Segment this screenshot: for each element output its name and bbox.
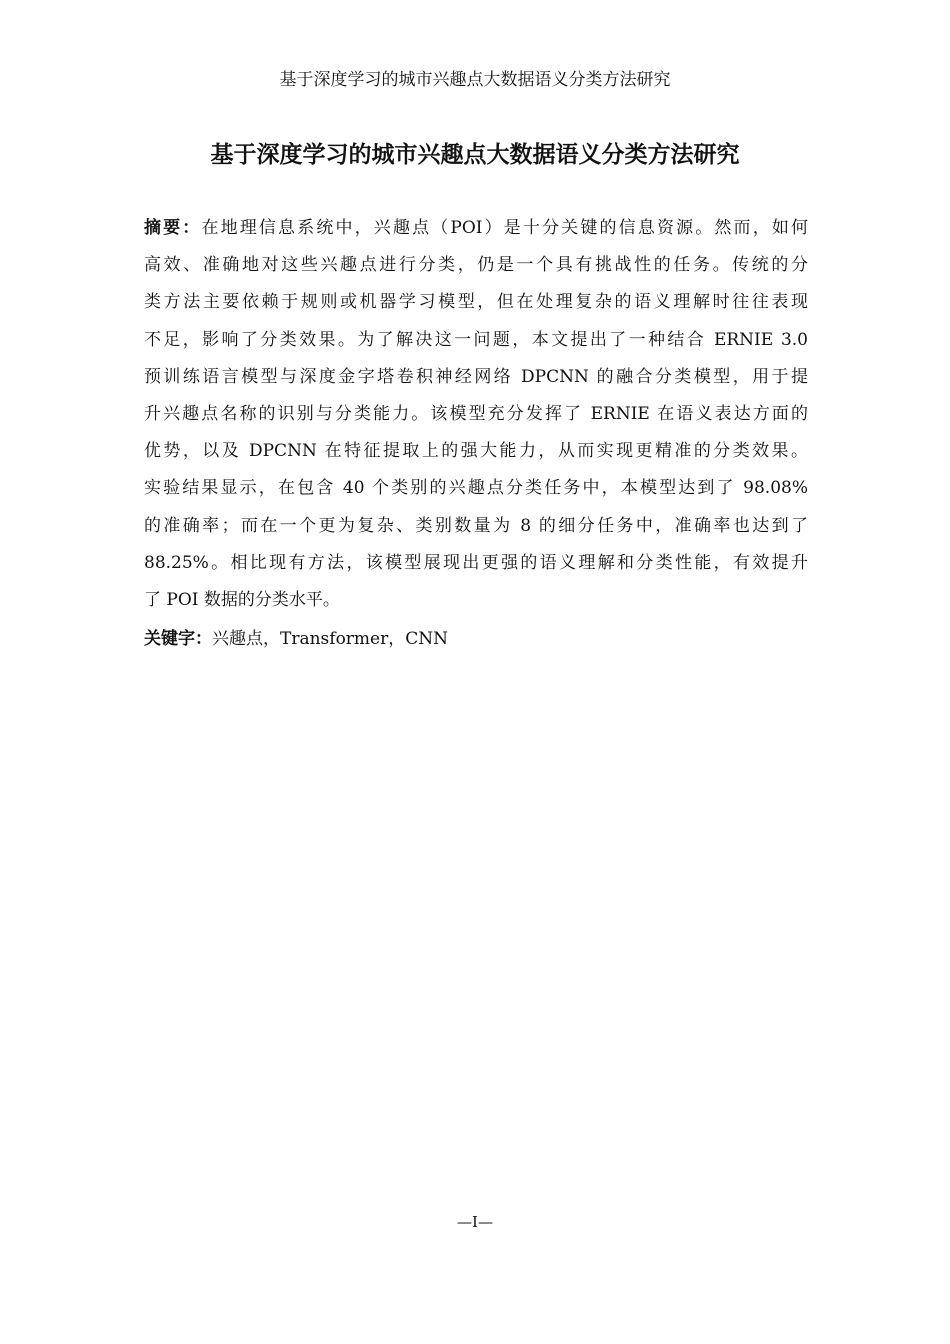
abstract	[144, 210, 808, 619]
abstract-line-5: 预训练语言模型与深度金字塔卷积神经网络 DPCNN 的融合分类模型，用于提	[144, 366, 808, 387]
abstract-line-6: 升兴趣点名称的识别与分类能力。该模型充分发挥了 ERNIE 在语义表达方面的	[144, 404, 808, 425]
running-header: 基于深度学习的城市兴趣点大数据语义分类方法研究	[279, 70, 671, 90]
abstract-line-1	[144, 210, 808, 247]
keywords-label: 关键字：	[144, 629, 212, 649]
abstract-label: 摘要：	[144, 218, 202, 238]
abstract-line-7: 优势，以及 DPCNN 在特征提取上的强大能力，从而实现更精准的分类效果。	[144, 441, 808, 462]
page-number: —I—	[457, 1213, 493, 1231]
abstract-line-2: 高效、准确地对这些兴趣点进行分类，仍是一个具有挑战性的任务。传统的分	[144, 255, 808, 276]
keywords-text: 兴趣点，Transformer，CNN	[212, 629, 448, 649]
abstract-line-11: 了 POI 数据的分类水平。	[144, 590, 340, 611]
abstract-line-9: 的准确率；而在一个更为复杂、类别数量为 8 的细分任务中，准确率也达到了	[144, 515, 808, 536]
abstract-line-8: 实验结果显示，在包含 40 个类别的兴趣点分类任务中，本模型达到了 98.08%	[144, 478, 808, 499]
abstract-line-4: 不足，影响了分类效果。为了解决这一问题，本文提出了一种结合 ERNIE 3.0	[144, 329, 808, 350]
abstract-line-10: 88.25%。相比现有方法，该模型展现出更强的语义理解和分类性能，有效提升	[144, 552, 808, 573]
paper-title: 基于深度学习的城市兴趣点大数据语义分类方法研究	[210, 142, 740, 168]
abstract-line-3: 类方法主要依赖于规则或机器学习模型，但在处理复杂的语义理解时往往表现	[144, 292, 808, 313]
keywords	[144, 624, 808, 654]
abstract-text: 在地理信息系统中，兴趣点（POI）是十分关键的信息资源。然而，如何	[201, 218, 809, 238]
